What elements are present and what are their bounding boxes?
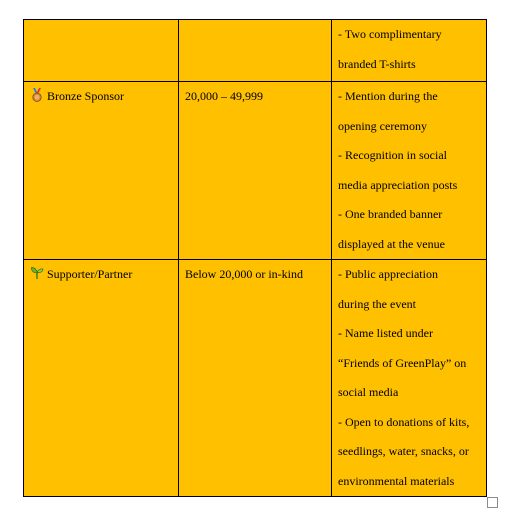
table-row [24, 260, 487, 497]
benefits-cell [332, 82, 487, 260]
benefit-line: media appreciation posts [338, 177, 458, 192]
sponsorship-table [23, 19, 487, 497]
tier-cell [24, 260, 179, 497]
benefits-cell [332, 260, 487, 497]
tier-cell [24, 20, 179, 82]
tier-label: Supporter/Partner [47, 267, 133, 281]
tier-label: Bronze Sponsor [47, 89, 124, 103]
benefit-line: - Mention during the [338, 89, 438, 103]
benefits-cell [332, 20, 487, 82]
benefit-line: branded T-shirts [338, 56, 416, 71]
benefit-line: - One branded banner [338, 207, 443, 221]
benefit-line: - Two complimentary [338, 27, 442, 41]
benefit-line: during the event [338, 296, 416, 311]
benefit-line: opening ceremony [338, 118, 427, 133]
benefit-line: social media [338, 385, 399, 399]
bronze-medal-icon [30, 88, 44, 102]
benefit-line: - Recognition in social [338, 148, 447, 162]
benefit-line: environmental materials [338, 473, 455, 488]
table-end-handle[interactable] [487, 497, 498, 508]
benefit-line: displayed at the venue [338, 236, 445, 251]
range-cell [179, 82, 332, 260]
table-row [24, 82, 487, 260]
benefit-line: - Public appreciation [338, 267, 438, 281]
benefit-line: “Friends of GreenPlay” on [338, 355, 467, 370]
range-label: Below 20,000 or in-kind [185, 267, 303, 281]
range-label: 20,000 – 49,999 [185, 89, 263, 103]
benefit-line: seedlings, water, snacks, or [338, 444, 469, 458]
range-cell [179, 260, 332, 497]
range-cell [179, 20, 332, 82]
tier-cell [24, 82, 179, 260]
benefit-line: - Name listed under [338, 326, 433, 340]
benefit-line: - Open to donations of kits, [338, 414, 470, 429]
seedling-icon [30, 266, 44, 280]
table-row [24, 20, 487, 82]
